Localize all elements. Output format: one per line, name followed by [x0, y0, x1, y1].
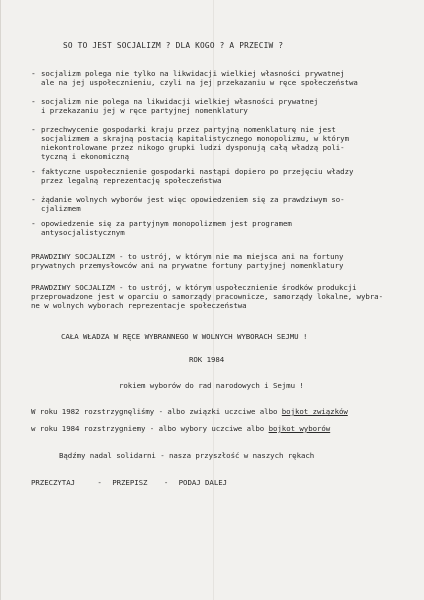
bullet-marker: - — [31, 69, 36, 78]
bullet-1-line-2: ale na jej uspołecznieniu, czyli na jej przekazaniu w ręce społeczeństwa — [41, 78, 358, 87]
footer-pass: PODAJ DALEJ — [178, 478, 228, 487]
statement-1982 — [31, 408, 348, 417]
bullet-3-line-1: przechwycenie gospodarki kraju przez partyjną nomenklaturę nie jest — [41, 125, 336, 134]
solidarity-slogan: Bądźmy nadal solidarni - nasza przyszłość w naszych rękach — [59, 451, 315, 460]
paragraph-2-line-2: przeprowadzone jest w oparciu o samorządy pracownicze, samorządy lokalne, wybra- — [31, 292, 383, 301]
bullet-4-line-2: przez legalną reprezentację społeczeństwa — [41, 176, 222, 185]
bullet-4-line-1: faktyczne uspołecznienie gospodarki nastąpi dopiero po przejęciu władzy — [41, 167, 354, 176]
statement-1982-text: W roku 1982 rozstrzygnęliśmy - albo związki uczciwe albo — [31, 407, 278, 416]
bullet-6-line-1: opowiedzenie się za partyjnym monopolizmem jest programem — [41, 219, 292, 228]
paragraph-1-line-1: PRAWDZIWY SOCJALIZM - to ustrój, w którym nie ma miejsca ani na fortuny — [31, 252, 344, 261]
bullet-3-line-2: socjalizmem a skrajną postacią kapitalistycznego monopolizmu, w którym — [41, 134, 349, 143]
footer-sep-2: - — [163, 478, 169, 487]
bullet-1-line-1: socjalizm polega nie tylko na likwidacji wielkiej własności prywatnej — [41, 69, 345, 78]
bullet-5-line-1: żądanie wolnych wyborów jest więc opowiedzeniem się za prawdziwym so- — [41, 195, 345, 204]
bullet-3-line-4: tyczną i ekonomiczną — [41, 152, 129, 161]
bullet-6-line-2: antysocjalistycznym — [41, 228, 125, 237]
footer-copy: PRZEPISZ — [112, 478, 148, 487]
bullet-marker: - — [31, 125, 36, 134]
bullet-marker: - — [31, 167, 36, 176]
paragraph-2-line-1: PRAWDZIWY SOCJALIZM - to ustrój, w którym uspołecznienie środków produkcji — [31, 283, 357, 292]
bullet-3-line-3: niekontrolowane przez nikogo grupki ludzi dysponują całą władzą poli- — [41, 143, 345, 152]
footer-sep-1: - — [97, 478, 102, 487]
paragraph-1-line-2: prywatnych przemysłowców ani na prywatne fortuny partyjnej nomenklatury — [31, 261, 344, 270]
bullet-5-line-2: cjalizmem — [41, 204, 81, 213]
bullet-marker: - — [31, 97, 36, 106]
bullet-marker: - — [31, 195, 36, 204]
bullet-2-line-1: socjalizm nie polega na likwidacji wielkiej własności prywatnej — [41, 97, 319, 106]
paragraph-2-line-3: ne w wolnych wyborach reprezentacje społeczeństwa — [31, 301, 247, 310]
statement-1984 — [31, 425, 330, 434]
document-title: SO TO JEST SOCJALIZM ? DLA KOGO ? A PRZECIW ? — [63, 41, 284, 50]
boycott-elections: bojkot wyborów — [268, 424, 331, 433]
slogan-elections: rokiem wyborów do rad narodowych i Sejmu ! — [119, 381, 304, 390]
footer-line — [31, 479, 227, 488]
slogan-parliament: CAŁA WŁADZA W RĘCE WYBRANNEGO W WOLNYCH WYBORACH SEJMU ! — [61, 332, 308, 341]
bullet-2-line-2: i przekazaniu jej w ręce partyjnej nomenklatury — [41, 106, 248, 115]
bullet-marker: - — [31, 219, 36, 228]
boycott-unions: bojkot związków — [281, 407, 348, 416]
statement-1984-text: w roku 1984 rozstrzygniemy - albo wybory uczciwe albo — [31, 424, 265, 433]
footer-read: PRZECZYTAJ — [31, 478, 75, 487]
year-heading: ROK 1984 — [189, 355, 225, 364]
